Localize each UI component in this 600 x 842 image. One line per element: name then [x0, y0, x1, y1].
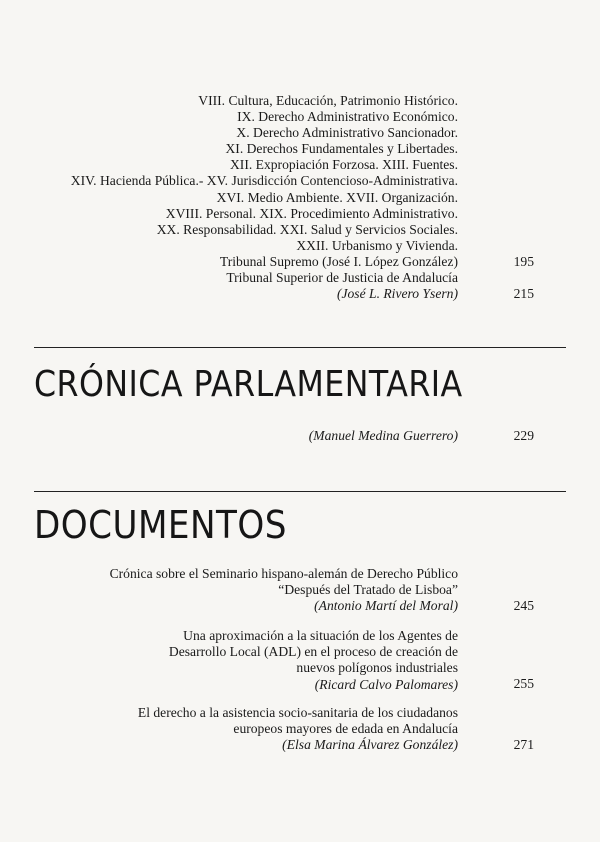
topic-line: IX. Derecho Administrativo Económico.	[237, 109, 458, 125]
cronica-section-title: CRÓNICA PARLAMENTARIA	[34, 364, 463, 405]
entry-title-line: El derecho a la asistencia socio-sanitaria de los ciudadanos	[137, 705, 458, 720]
entry-title-line: “Después del Tratado de Lisboa”	[278, 582, 458, 598]
entry-author: (Ricard Calvo Palomares)	[314, 676, 458, 692]
topic-line: XX. Responsabilidad. XXI. Salud y Servicios Sociales.	[156, 221, 458, 237]
jurisprudencia-topic-list	[71, 93, 458, 270]
documentos-section-title: DOCUMENTOS	[34, 503, 287, 547]
document-entry	[138, 705, 458, 754]
tsja-page-number: 215	[513, 286, 534, 301]
supremo-page-number: 195	[513, 254, 534, 269]
cronica-page-number: 229	[513, 428, 534, 443]
tsja-title: Tribunal Superior de Justicia de Andalucía	[226, 270, 458, 285]
topic-line: XI. Derechos Fundamentales y Libertades.	[225, 141, 458, 157]
section-divider	[34, 347, 566, 348]
document-entry	[169, 628, 458, 693]
cronica-entry	[309, 428, 458, 444]
entry-page-number: 245	[513, 598, 534, 613]
entry-title-line: Una aproximación a la situación de los Agentes de	[183, 628, 458, 643]
entry-author: (Antonio Martí del Moral)	[314, 598, 458, 614]
entry-title-line: Crónica sobre el Seminario hispano-alemán de Derecho Público	[109, 566, 458, 581]
topic-line: XXII. Urbanismo y Vivienda.	[296, 237, 458, 253]
cronica-author: (Manuel Medina Guerrero)	[308, 428, 458, 443]
tsja-entry	[226, 270, 458, 302]
topic-line: X. Derecho Administrativo Sancionador.	[236, 125, 458, 141]
entry-title-line: europeos mayores de edada en Andalucía	[233, 721, 458, 737]
section-divider	[34, 491, 566, 492]
topic-line: VIII. Cultura, Educación, Patrimonio Histórico.	[198, 93, 458, 108]
entry-title-line: nuevos polígonos industriales	[296, 660, 458, 676]
entry-page-number: 255	[513, 676, 534, 691]
entry-page-number: 271	[513, 737, 534, 752]
topic-line: XII. Expropiación Forzosa. XIII. Fuentes.	[229, 157, 458, 173]
entry-author: (Elsa Marina Álvarez González)	[282, 737, 458, 753]
supremo-entry: Tribunal Supremo (José I. López González)	[219, 253, 458, 269]
topic-line: XVI. Medio Ambiente. XVII. Organización.	[216, 189, 458, 205]
document-entry	[110, 566, 458, 615]
tsja-author: (José L. Rivero Ysern)	[336, 286, 458, 302]
topic-line: XVIII. Personal. XIX. Procedimiento Administrativo.	[165, 205, 458, 221]
topic-line: XIV. Hacienda Pública.- XV. Jurisdicción Contencioso-Administrativa.	[70, 173, 458, 189]
entry-title-line: Desarrollo Local (ADL) en el proceso de creación de	[168, 644, 458, 660]
